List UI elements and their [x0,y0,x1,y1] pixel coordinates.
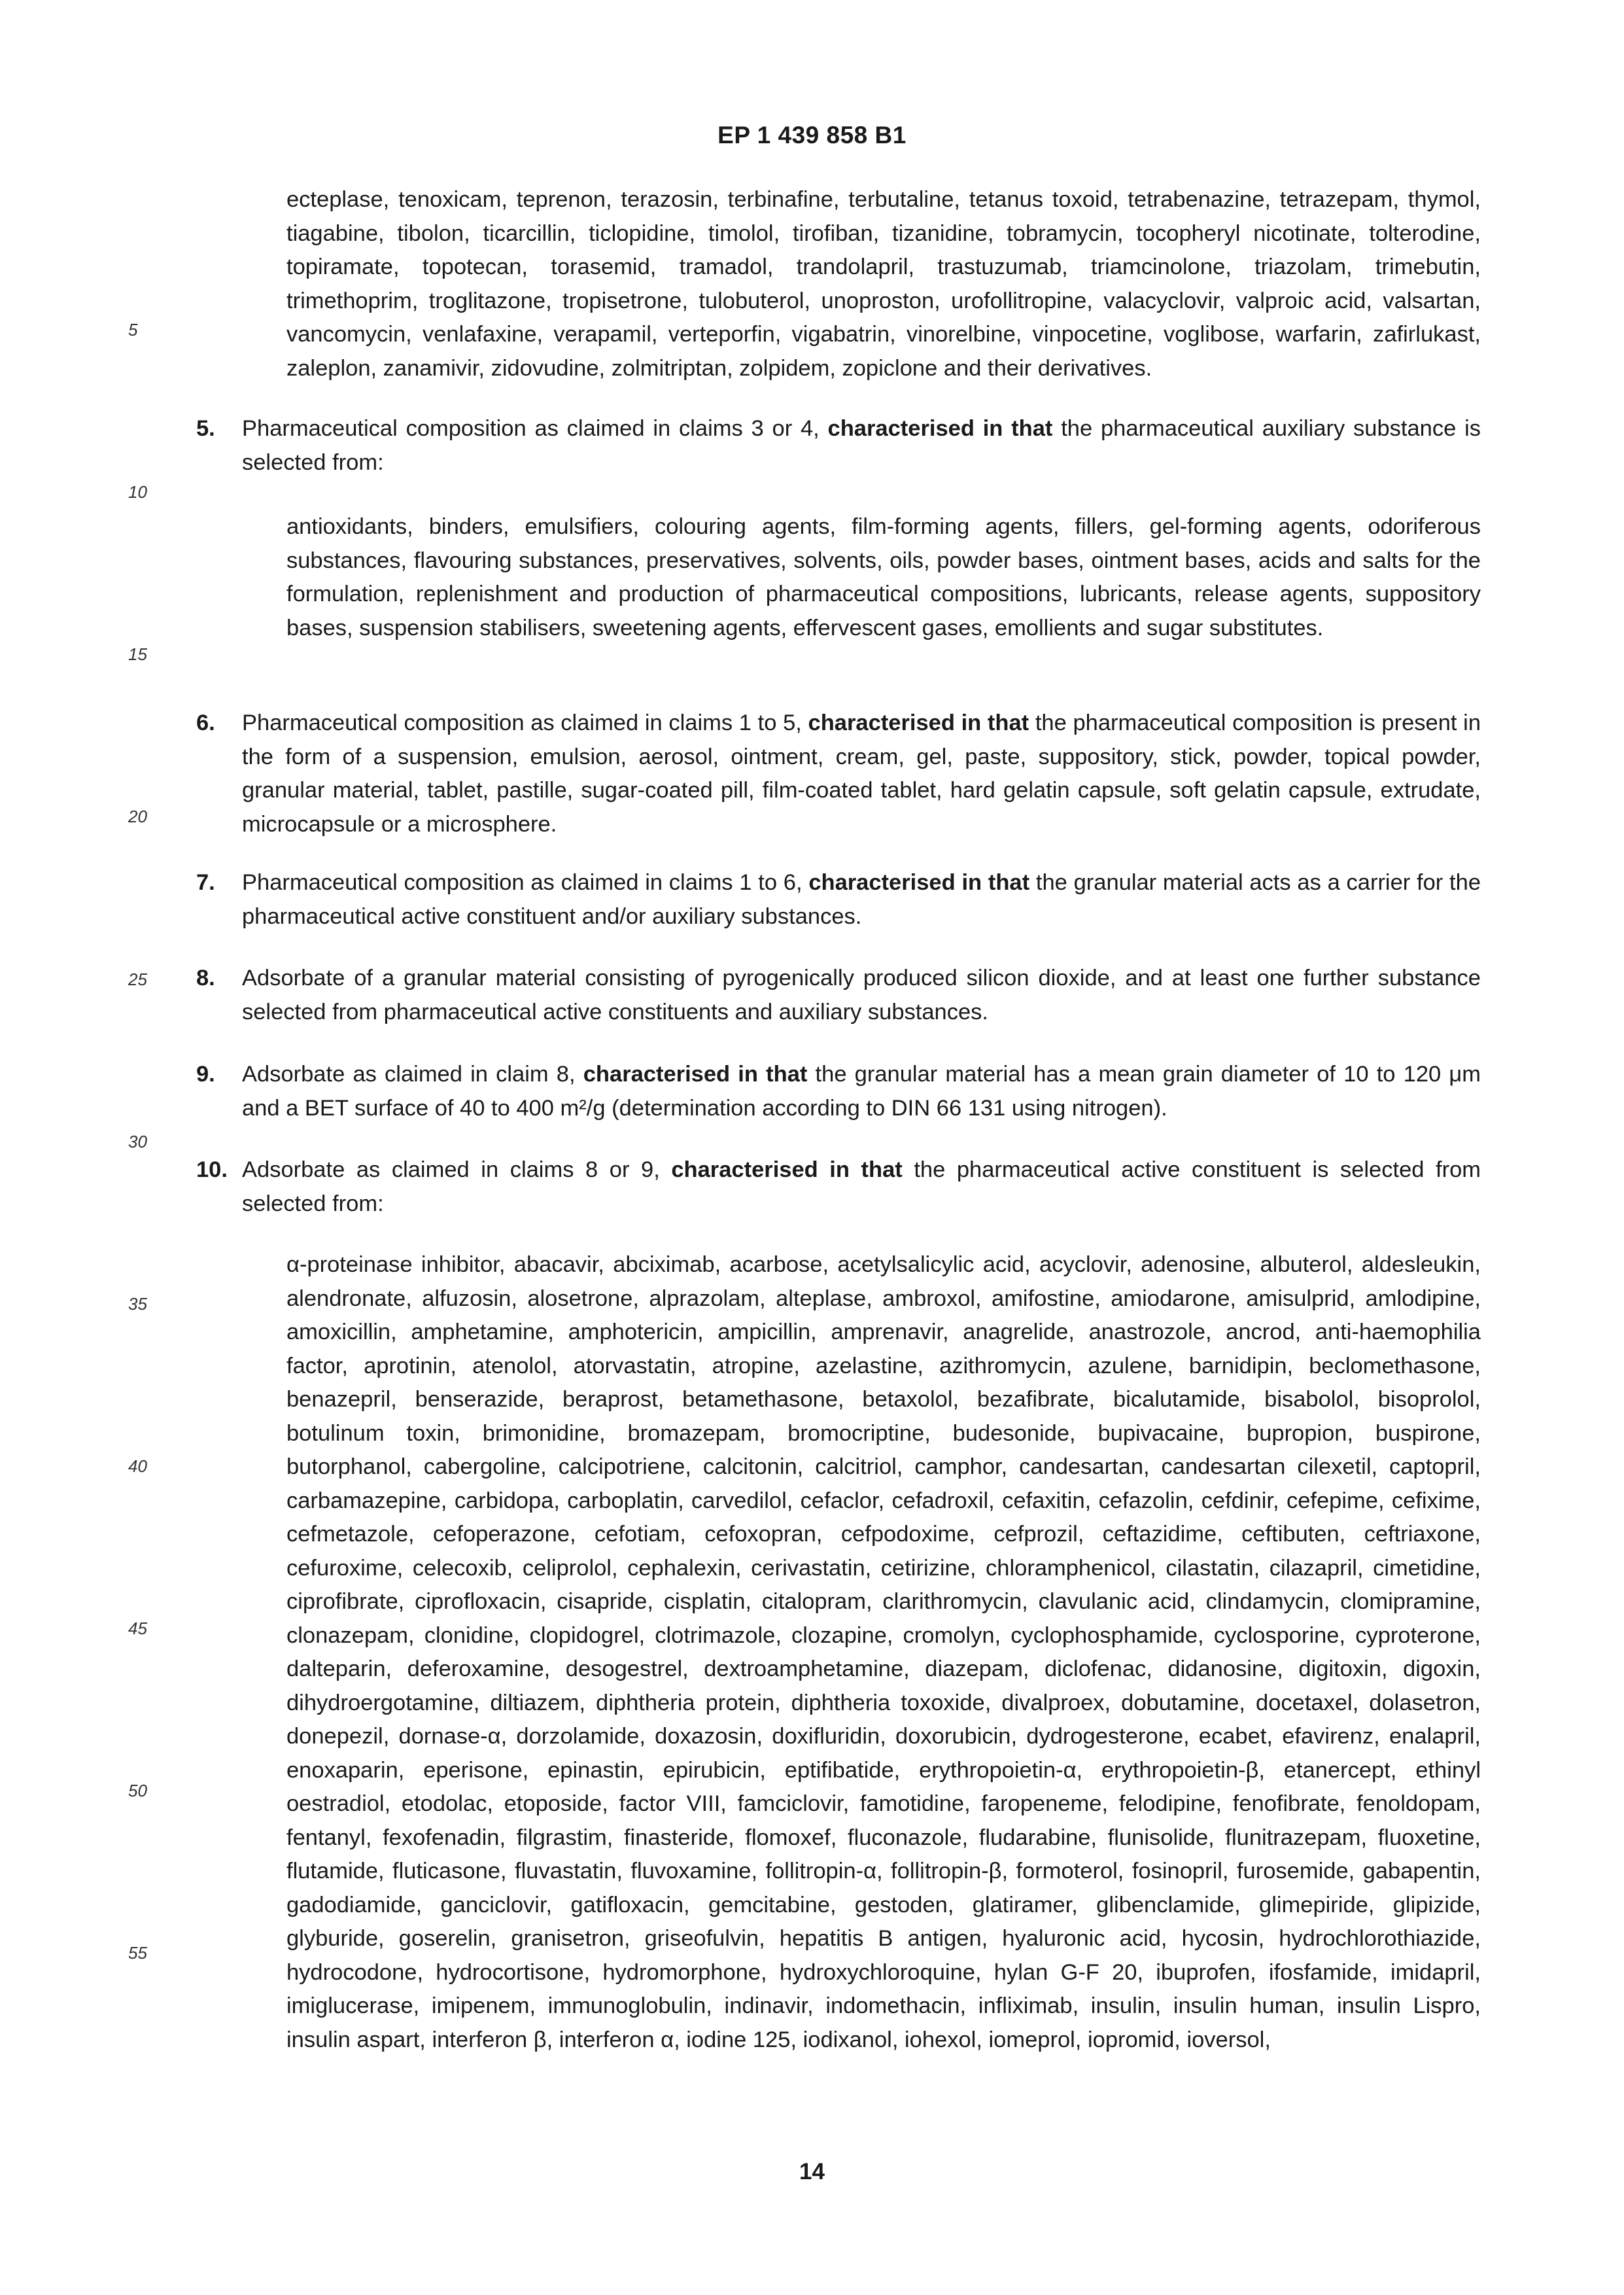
claim-number: 7. [196,870,215,895]
claim-number: 5. [196,416,215,441]
line-number-35: 35 [128,1294,147,1314]
page-number: 14 [799,2159,825,2184]
line-number-50: 50 [128,1781,147,1800]
claim-text: Pharmaceutical composition as claimed in claims 1 to 6, characterised in that the granular material acts as a carrier for the pharmaceutical active constituent and/or auxiliary substances. [242,870,1481,929]
line-number-15: 15 [128,644,147,664]
line-number-5: 5 [128,320,138,340]
claim-text: Pharmaceutical composition as claimed in claims 1 to 5, characterised in that the pharmaceutical composition is present in the form of a suspension, emulsion, aerosol, ointment, cream, gel, paste, suppository, stick, powder, topical powder, granular material, tablet, pastille, sugar-coated pill, film-coated tablet, hard gelatin capsule, soft gelatin capsule, extrudate, microcapsule or a microsphere. [242,710,1481,837]
claim-9 [196,1058,1481,1125]
line-number-55: 55 [128,1943,147,1963]
line-number-25: 25 [128,970,147,989]
claim-text: Adsorbate of a granular material consisting of pyrogenically produced silicon dioxide, and at least one further substance selected from pharmaceutical active constituents and auxiliary substances. [242,966,1481,1025]
claim-number: 10. [196,1157,228,1182]
claim-5 [196,412,1481,480]
claim-7 [196,866,1481,934]
claim-6 [196,707,1481,841]
line-number-45: 45 [128,1619,147,1638]
auxiliary-substances-list: antioxidants, binders, emulsifiers, colouring agents, film-forming agents, fillers, gel-forming agents, odoriferous substances, flavouring substances, preservatives, solvents, oils, powder bases, ointment bases, acids and salts for the formulation, replenishment and production of pharmaceutical compositions, lubricants, release agents, suppository bases, suspension stabilisers, sweetening agents, effervescent gases, emollients and sugar substitutes. [286,514,1481,640]
claim-number: 8. [196,966,215,990]
active-constituents-list: α-proteinase inhibitor, abacavir, abciximab, acarbose, acetylsalicylic acid, acyclovir, adenosine, albuterol, aldesleukin, alendronate, alfuzosin, alosetrone, alprazolam, alteplase, ambroxol, amifostine, amiodarone, amisulprid, amlodipine, amoxicillin, amphetamine, amphotericin, ampicillin, amprenavir, anagrelide, anastrozole, ancrod, anti-haemophilia factor, aprotinin, atenolol, atorvastatin, atropine, azelastine, azithromycin, azulene, barnidipin, beclomethasone, benazepril, benserazide, beraprost, betamethasone, betaxolol, bezafibrate, bicalutamide, bisabolol, bisoprolol, botulinum toxin, brimonidine, bromazepam, bromocriptine, budesonide, bupivacaine, bupropion, buspirone, butorphanol, cabergoline, calcipotriene, calcitonin, calcitriol, camphor, candesartan, candesartan cilexetil, captopril, carbamazepine, carbidopa, carboplatin, carvedilol, cefaclor, cefadroxil, cefaxitin, cefazolin, cefdinir, cefepime, cefixime, cefmetazole, cefoperazone, cefotiam, cefoxopran, cefpodoxime, cefprozil, ceftazidime, ceftibuten, ceftriaxone, cefuroxime, celecoxib, celiprolol, cephalexin, cerivastatin, cetirizine, chloramphenicol, cilastatin, cilazapril, cimetidine, ciprofibrate, ciprofloxacin, cisapride, cisplatin, citalopram, clarithromycin, clavulanic acid, clindamycin, clomipramine, clonazepam, clonidine, clopidogrel, clotrimazole, clozapine, cromolyn, cyclophosphamide, cyclosporine, cyproterone, dalteparin, deferoxamine, desogestrel, dextroamphetamine, diazepam, diclofenac, didanosine, digitoxin, digoxin, dihydroergotamine, diltiazem, diphtheria protein, diphtheria toxoxide, divalproex, dobutamine, docetaxel, dolasetron, donepezil, dornase-α, dorzolamide, doxazosin, doxifluridin, doxorubicin, dydrogesterone, ecabet, efavirenz, enalapril, enoxaparin, eperisone, epinastin, epirubicin, eptifibatide, erythropoietin-α, erythropoietin-β, etanercept, ethinyl oestradiol, etodolac, etoposide, factor VIII, famciclovir, famotidine, faropeneme, felodipine, fenofibrate, fenoldopam, fentanyl, fexofenadin, filgrastim, finasteride, flomoxef, fluconazole, fludarabine, flunisolide, flunitrazepam, fluoxetine, flutamide, fluticasone, fluvastatin, fluvoxamine, follitropin-α, follitropin-β, formoterol, fosinopril, furosemide, gabapentin, gadodiamide, ganciclovir, gatifloxacin, gemcitabine, gestoden, glatiramer, glibenclamide, glimepiride, glipizide, glyburide, goserelin, granisetron, griseofulvin, hepatitis B antigen, hyaluronic acid, hycosin, hydrochlorothiazide, hydrocodone, hydrocortisone, hydromorphone, hydroxychloroquine, hylan G-F 20, ibuprofen, ifosfamide, imidapril, imiglucerase, imipenem, immunoglobulin, indinavir, indomethacin, infliximab, insulin, insulin human, insulin Lispro, insulin aspart, interferon β, interferon α, iodine 125, iodixanol, iohexol, iomeprol, iopromid, ioversol, [286,1252,1481,2052]
claim-text: Adsorbate as claimed in claim 8, characterised in that the granular material has a mean grain diameter of 10 to 120 μm and a BET surface of 40 to 400 m²/g (determination according to DIN 66 131 using nitrogen). [242,1062,1481,1121]
document-header: EP 1 439 858 B1 [717,122,907,149]
claim-number: 9. [196,1062,215,1087]
line-number-30: 30 [128,1132,147,1151]
claim-number: 6. [196,710,215,735]
claim-text: Adsorbate as claimed in claims 8 or 9, characterised in that the pharmaceutical active constituent is selected from selected from: [242,1157,1481,1216]
claim-8 [196,962,1481,1029]
claim-text: Pharmaceutical composition as claimed in claims 3 or 4, characterised in that the pharmaceutical auxiliary substance is selected from: [242,416,1481,475]
line-number-10: 10 [128,482,147,502]
intro-paragraph: ecteplase, tenoxicam, teprenon, terazosin, terbinafine, terbutaline, tetanus toxoid, tetrabenazine, tetrazepam, thymol, tiagabine, tibolon, ticarcillin, ticlopidine, timolol, tirofiban, tizanidine, tobramycin, tocopheryl nicotinate, tolterodine, topiramate, topotecan, torasemid, tramadol, trandolapril, trastuzumab, triamcinolone, triazolam, trimebutin, trimethoprim, troglitazone, tropisetrone, tulobuterol, unoproston, urofollitropine, valacyclovir, valproic acid, valsartan, vancomycin, venlafaxine, verapamil, verteporfin, vigabatrin, vinorelbine, vinpocetine, voglibose, warfarin, zafirlukast, zaleplon, zanamivir, zidovudine, zolmitriptan, zolpidem, zopiclone and their derivatives. [286,187,1481,381]
claim-10 [196,1153,1481,1221]
line-number-20: 20 [128,807,147,826]
line-number-40: 40 [128,1456,147,1476]
